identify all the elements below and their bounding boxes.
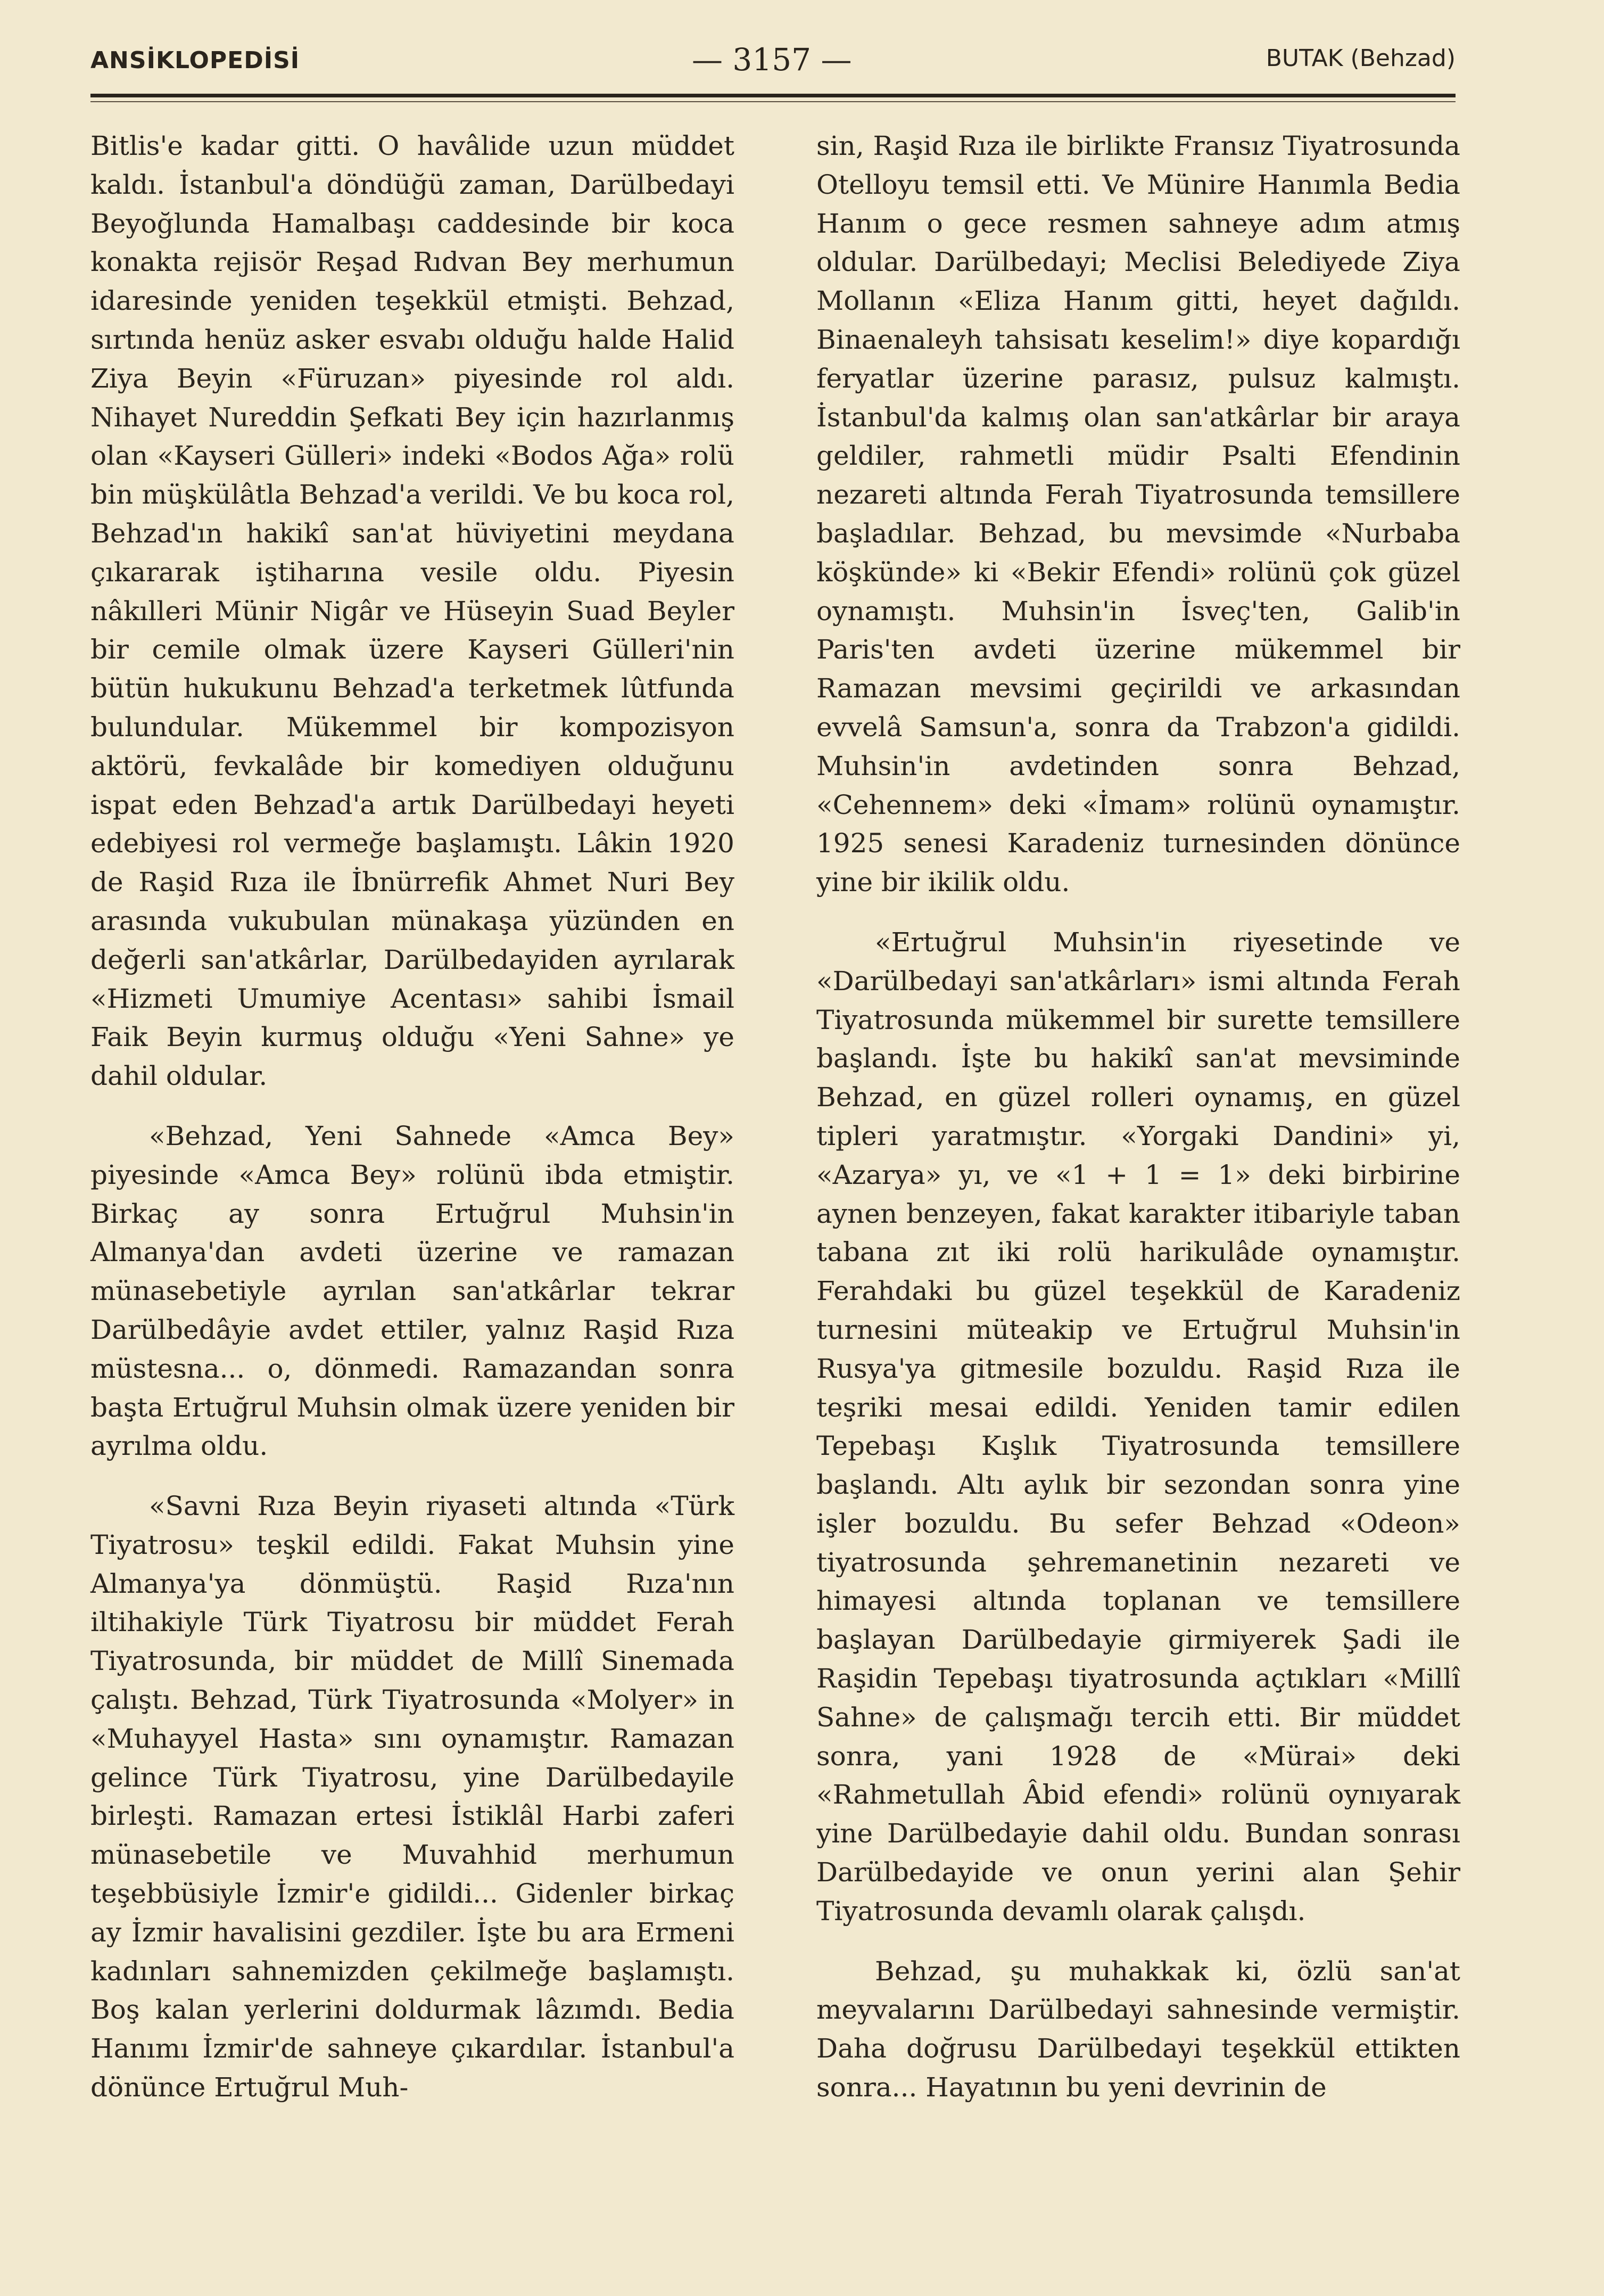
header-rule bbox=[90, 94, 1456, 97]
paragraph: «Savni Rıza Beyin riyaseti altında «Türk Tiyatrosu» teşkil edildi. Fakat Muhsin yine Almanya'ya dönmüştü. Raşid Rıza'nın iltihakiyle Türk Tiyatrosu bir müddet Ferah Tiyatrosunda, bir müddet de Millî Sinemada çalıştı. Behzad, Türk Tiyatrosunda «Molyer» in «Muhayyel Hasta» sını oynamıştır. Ramazan gelince Türk Tiyatrosu, yine Darülbedayile birleşti. Ramazan ertesi İstiklâl Harbi zaferi münasebetile ve Muvahhid merhumun teşebbüsiyle İzmir'e gidildi... Gidenler birkaç ay İzmir havalisini gezdiler. İşte bu ara Ermeni kadınları sahnemizden çekilmeğe başlamıştı. Boş kalan yerlerini doldurmak lâzımdı. Bedia Hanımı İzmir'de sahneye çıkardılar. İstanbul'a dönünce Ertuğrul Muh- bbox=[90, 1491, 734, 2103]
paragraph: Behzad, şu muhakkak ki, özlü san'at meyvalarını Darülbedayi sahnesinde vermiştir. Daha doğrusu Darülbedayi teşekkül ettikten sonra... Hayatının bu yeni devrinin de bbox=[816, 1955, 1460, 2103]
right-column bbox=[816, 127, 1460, 2107]
header-encyclopedia-title: ANSİKLOPEDİSİ bbox=[90, 47, 300, 74]
header-entry-title: BUTAK (Behzad) bbox=[1266, 45, 1456, 72]
page-header bbox=[90, 42, 1456, 84]
paragraph: «Ertuğrul Muhsin'in riyesetinde ve «Darülbedayi san'atkârları» ismi altında Ferah Tiyatrosunda mükemmel bir surette temsillere başlandı. İşte bu hakikî san'at mevsiminde Behzad, en güzel rolleri oynamış, en güzel tipleri yaratmıştır. «Yorgaki Dandini» yi, «Azarya» yı, ve «1 + 1 = 1» deki birbirine aynen benzeyen, fakat karakter itibariyle taban tabana zıt iki rolü harikulâde oynamıştır. Ferahdaki bu güzel teşekkül de Karadeniz turnesini müteakip ve Ertuğrul Muhsin'in Rusya'ya gitmesile bozuldu. Raşid Rıza ile teşriki mesai edildi. Yeniden tamir edilen Tepebaşı Kışlık Tiyatrosunda temsillere başlandı. Altı aylık bir sezondan sonra yine işler bozuldu. Bu sefer Behzad «Odeon» tiyatrosunda şehremanetinin nezareti ve himayesi altında toplanan ve temsillere başlayan Darülbedayie girmiyerek Şadi ile Raşidin Tepebaşı tiyatrosunda açtıkları «Millî Sahne» de çalışmağı tercih etti. Bir müddet sonra, yani 1928 de «Mürai» deki «Rahmetullah Âbid efendi» rolünü oynıyarak yine Darülbedayie dahil oldu. Bundan sonrası Darülbedayide ve onun yerini alan Şehir Tiyatrosunda devamlı olarak çalışdı. bbox=[816, 926, 1460, 1927]
paragraph: Bitlis'e kadar gitti. O havâlide uzun müddet kaldı. İstanbul'a döndüğü zaman, Darülbedayi Beyoğlunda Hamalbaşı caddesinde bir koca konakta rejisör Reşad Rıdvan Bey merhumun idaresinde yeniden teşekkül etmişti. Behzad, sırtında henüz asker esvabı olduğu halde Halid Ziya Beyin «Füruzan» piyesinde rol aldı. Nihayet Nureddin Şefkati Bey için hazırlanmış olan «Kayseri Gülleri» indeki «Bodos Ağa» rolü bin müşkülâtla Behzad'a verildi. Ve bu koca rol, Behzad'ın hakikî san'at hüviyetini meydana çıkararak iştiharına vesile oldu. Piyesin nâkılleri Münir Nigâr ve Hüseyin Suad Beyler bir cemile olmak üzere Kayseri Gülleri'nin bütün hukukunu Behzad'a terketmek lûtfunda bulundular. Mükemmel bir kompozisyon aktörü, fevkalâde bir komediyen olduğunu ispat eden Behzad'a artık Darülbedayi heyeti edebiyesi rol vermeğe başlamıştı. Lâkin 1920 de Raşid Rıza ile İbnürrefik Ahmet Nuri Bey arasında vukubulan münakaşa yüzünden en değerli san'atkârlar, Darülbedayiden ayrılarak «Hizmeti Umumiye Acentası» sahibi İsmail Faik Beyin kurmuş olduğu «Yeni Sahne» ye dahil oldular. bbox=[90, 130, 734, 1092]
page-number: — 3157 — bbox=[692, 42, 852, 78]
paragraph: sin, Raşid Rıza ile birlikte Fransız Tiyatrosunda Otelloyu temsil etti. Ve Münire Hanımla Bedia Hanım o gece resmen sahneye adım atmış oldular. Darülbedayi; Meclisi Belediyede Ziya Mollanın «Eliza Hanım gitti, heyet dağıldı. Binaenaleyh tahsisatı keselim!» diye kopardığı feryatlar üzerine parasız, pulsuz kalmıştı. İstanbul'da kalmış olan san'atkârlar bir araya geldiler, rahmetli müdir Psalti Efendinin nezareti altında Ferah Tiyatrosunda temsillere başladılar. Behzad, bu mevsimde «Nurbaba köşkünde» ki «Bekir Efendi» rolünü çok güzel oynamıştı. Muhsin'in İsveç'ten, Galib'in Paris'ten avdeti üzerine mükemmel bir Ramazan mevsimi geçirildi ve arkasından evvelâ Samsun'a, sonra da Trabzon'a gidildi. Muhsin'in avdetinden sonra Behzad, «Cehennem» deki «İmam» rolünü oynamıştır. 1925 senesi Karadeniz turnesinden dönünce yine bir ikilik oldu. bbox=[816, 130, 1460, 898]
header-rule-thin bbox=[90, 101, 1456, 102]
left-column bbox=[90, 127, 734, 2107]
paragraph: «Behzad, Yeni Sahnede «Amca Bey» piyesinde «Amca Bey» rolünü ibda etmiştir. Birkaç ay sonra Ertuğrul Muhsin'in Almanya'dan avdeti üzerine ve ramazan münasebetiyle ayrılan san'atkârlar tekrar Darülbedâyie avdet ettiler, yalnız Raşid Rıza müstesna... o, dönmedi. Ramazandan sonra başta Ertuğrul Muhsin olmak üzere yeniden bir ayrılma oldu. bbox=[90, 1120, 734, 1462]
